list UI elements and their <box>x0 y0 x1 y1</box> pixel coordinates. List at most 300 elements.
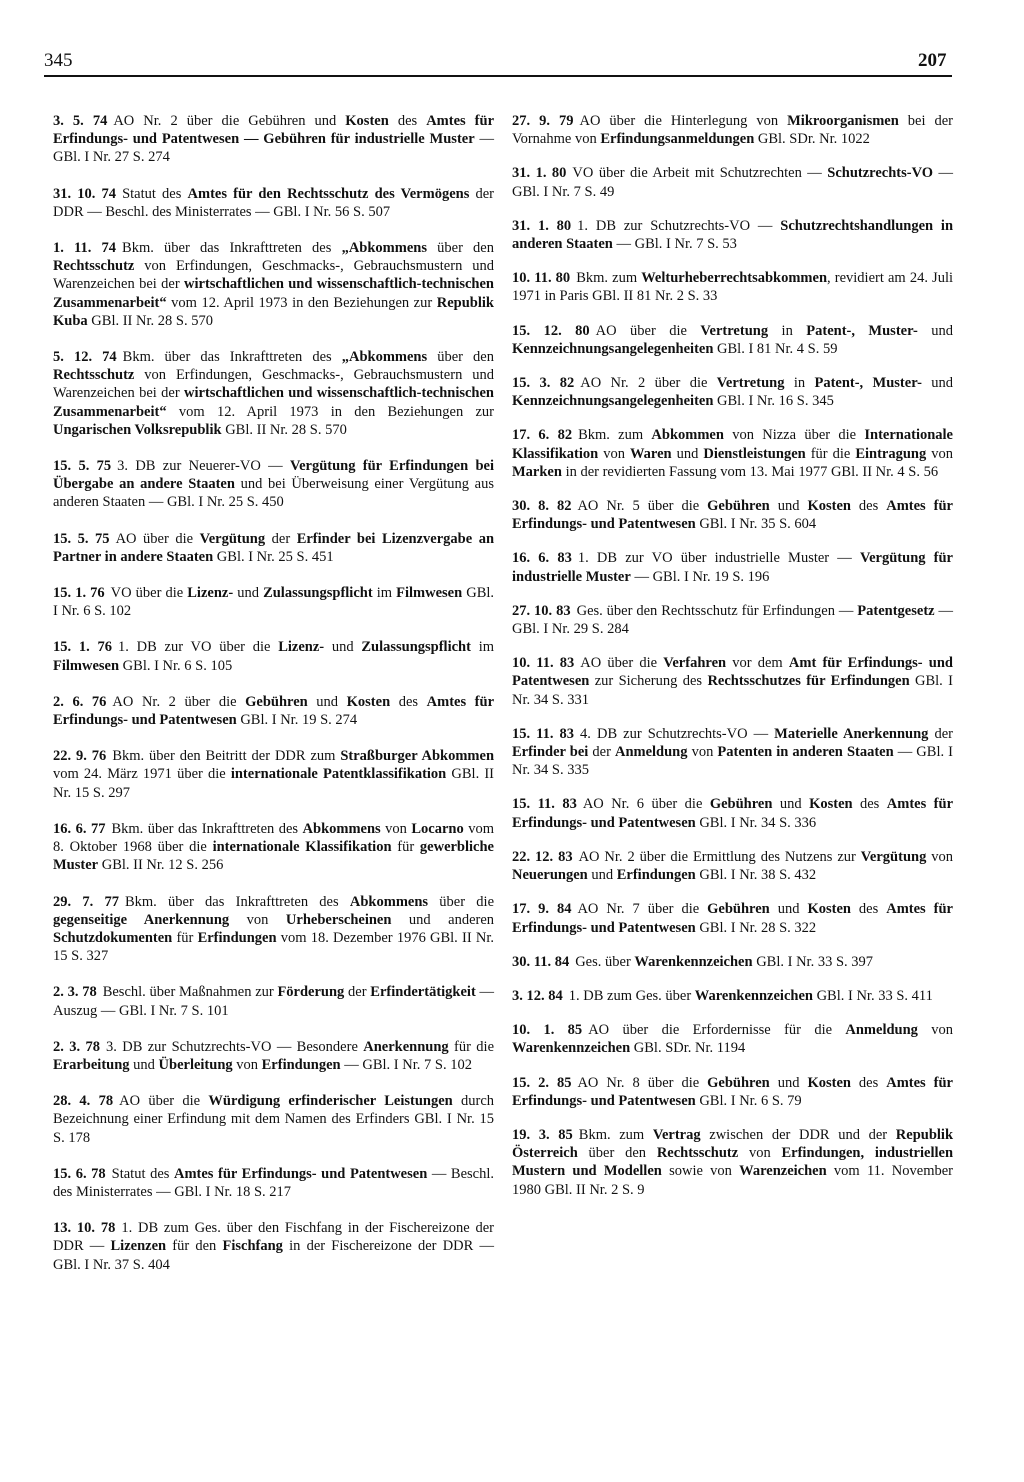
entry-keyword: Kennzeichnungsangelegenheiten <box>512 393 714 410</box>
entry-keyword: Amtes für Erfindungs- und Patentwesen — Gebühren für industrielle Muster <box>53 113 495 148</box>
entry-text: GBl. I Nr. 19 S. 274 <box>236 712 358 729</box>
entry-text: VO über die <box>110 585 188 602</box>
entry-keyword: Amt für Erfindungs- und Patentwesen <box>512 655 953 690</box>
entry-keyword: Kosten <box>345 113 389 129</box>
entry-keyword: Zulassungspflicht <box>361 639 471 656</box>
entry-keyword: Abkommen <box>651 427 724 444</box>
entry-keyword: Fischfang <box>222 1238 283 1255</box>
entry-text: und <box>769 498 808 515</box>
entry-text: — GBl. I Nr. 29 S. 284 <box>512 602 954 638</box>
entry-keyword: Patent-, Muster- <box>806 322 918 339</box>
entry-keyword: Urheberscheinen <box>285 911 392 928</box>
entry-date: 2. 6. 76 <box>53 693 107 710</box>
register-entry <box>512 1021 953 1057</box>
entry-keyword: Kosten <box>807 901 851 918</box>
entry-keyword: Schutzdokumenten <box>53 929 173 946</box>
entry-text: über den <box>577 1145 657 1162</box>
entry-date: 3. 12. 84 <box>512 987 563 1004</box>
entry-keyword: Straßburger Abkommen <box>340 748 495 765</box>
entry-date: 31. 1. 80 <box>512 165 567 182</box>
entry-text: Statut des <box>111 1165 174 1182</box>
entry-keyword: Amtes für Erfindungs- und Patentwesen <box>512 796 954 831</box>
entry-keyword: Mikroorganismen <box>787 113 899 129</box>
entry-keyword: Erfindertätigkeit <box>370 984 476 1001</box>
entry-keyword: Abkommens <box>349 893 429 910</box>
register-entry <box>512 322 953 358</box>
entry-keyword: Schutzrechts-VO <box>827 165 934 182</box>
entry-text: GBl. SDr. Nr. 1194 <box>630 1040 746 1057</box>
left-column <box>53 112 494 1274</box>
entry-date: 17. 9. 84 <box>512 901 572 918</box>
entry-text: für den <box>166 1238 223 1255</box>
entry-keyword: Rechtsschutzes für Erfindungen <box>707 673 910 690</box>
entry-text: AO Nr. 5 über die <box>577 498 708 515</box>
entry-text: für <box>391 839 420 856</box>
entry-text: vom 12. April 1973 in den Beziehungen zur <box>166 294 437 311</box>
entry-text: 1. DB zur Schutzrechts-VO — <box>577 217 781 234</box>
entry-date: 15. 1. 76 <box>53 639 112 656</box>
entry-text: des <box>852 796 887 813</box>
entry-keyword: Anmeldung <box>614 744 688 761</box>
register-entry <box>53 1219 494 1274</box>
entry-text: der <box>928 725 953 742</box>
entry-keyword: Erfinder bei Lizenzvergabe an Partner in andere Staaten <box>53 530 495 565</box>
entry-keyword: Amtes für Erfindungs- und Patentwesen <box>512 498 953 533</box>
entry-date: 30. 8. 82 <box>512 498 572 515</box>
register-entry <box>53 638 494 674</box>
entry-keyword: Vergütung für industrielle Muster <box>512 550 953 585</box>
entry-keyword: Patenten in anderen Staaten <box>717 744 894 761</box>
entry-text: — GBl. I Nr. 34 S. 335 <box>512 744 954 779</box>
entry-date: 15. 12. 80 <box>512 322 590 339</box>
entry-text: GBl. I Nr. 33 S. 411 <box>812 987 933 1004</box>
entry-text: AO über die <box>580 655 664 672</box>
entry-date: 28. 4. 78 <box>53 1093 114 1110</box>
entry-text: von <box>687 744 718 761</box>
entry-text: von <box>926 445 954 462</box>
entry-keyword: Kosten <box>346 693 391 710</box>
entry-keyword: Erfindungsanmeldungen <box>600 131 755 148</box>
entry-date: 19. 3. 85 <box>512 1126 573 1143</box>
entry-text: im <box>470 639 495 656</box>
entry-text: und anderen <box>391 911 495 928</box>
entry-keyword: „Abkommens <box>341 349 428 366</box>
entry-text: über den <box>427 349 494 366</box>
entry-text: sowie von <box>661 1163 740 1180</box>
register-entry <box>512 374 953 410</box>
entry-keyword: wirtschaftlichen und wissenschaftlich-technischen Zusammenarbeit“ <box>53 385 494 420</box>
entry-text: des <box>850 498 887 515</box>
entry-keyword: Überleitung <box>158 1056 233 1073</box>
register-entry <box>512 987 953 1005</box>
entry-keyword: Gebühren <box>707 498 770 515</box>
entry-keyword: Förderung <box>277 984 345 1001</box>
entry-text: vor dem <box>726 655 789 672</box>
right-page-number: 207 <box>918 50 947 71</box>
entry-text: vom 8. Oktober 1968 über die <box>53 820 495 856</box>
entry-keyword: Amtes für Erfindungs- und Patentwesen <box>173 1165 428 1182</box>
entry-text: für die <box>448 1038 495 1055</box>
register-entry <box>53 530 494 566</box>
entry-keyword: Patent-, Muster- <box>814 375 922 392</box>
entry-text: Ges. über <box>575 953 635 970</box>
register-entry <box>53 239 494 330</box>
entry-date: 10. 11. 80 <box>512 270 571 287</box>
entry-text: in <box>784 375 815 392</box>
entry-text: vom 18. Dezember 1976 GBl. II Nr. 15 S. 327 <box>53 929 494 965</box>
entry-text: Bkm. zum <box>578 1126 653 1143</box>
entry-keyword: Verfahren <box>663 655 727 672</box>
entry-text: AO Nr. 2 über die Ermittlung des Nutzens zur <box>578 848 861 865</box>
entry-keyword: Abkommens <box>302 820 381 837</box>
entry-text: Bkm. über den Beitritt der DDR zum <box>112 748 341 765</box>
entry-keyword: Internationale Klassifikation <box>512 427 953 462</box>
entry-text: GBl. II Nr. 12 S. 256 <box>98 857 224 874</box>
entry-date: 2. 3. 78 <box>53 1038 100 1055</box>
register-entry <box>512 654 953 709</box>
entry-text: im <box>372 585 397 602</box>
entry-text: AO über die Hinterlegung von <box>579 113 788 129</box>
entry-text: — GBl. I Nr. 7 S. 53 <box>612 236 737 253</box>
entry-date: 15. 2. 85 <box>512 1074 572 1091</box>
entry-keyword: Vergütung <box>860 848 927 865</box>
entry-text: von <box>380 820 412 837</box>
entry-text: vom 12. April 1973 in den Beziehungen zur <box>166 403 494 420</box>
entry-text: für die <box>805 445 856 462</box>
entry-text: 3. DB zur Schutzrechts-VO — Besondere <box>105 1038 364 1055</box>
entry-text: AO Nr. 7 über die <box>577 901 708 918</box>
register-entry <box>512 795 953 831</box>
entry-date: 5. 12. 74 <box>53 349 117 366</box>
entry-text: GBl. I Nr. 25 S. 451 <box>213 548 334 565</box>
register-entry <box>512 1126 953 1199</box>
entry-text: — GBl. I Nr. 27 S. 274 <box>53 131 494 166</box>
register-entry <box>512 953 953 971</box>
entry-text: vom 11. November 1980 GBl. II Nr. 2 S. 9 <box>512 1163 953 1198</box>
entry-text: Bkm. über das Inkrafttreten des <box>124 893 350 910</box>
entry-text: und <box>233 585 264 602</box>
header-rule <box>44 75 952 77</box>
entry-date: 13. 10. 78 <box>53 1220 116 1237</box>
register-entry <box>53 1092 494 1147</box>
register-entry <box>512 497 953 533</box>
entry-text: von <box>738 1145 782 1162</box>
entry-text: von <box>232 1056 262 1073</box>
entry-keyword: Filmwesen <box>53 657 120 674</box>
entry-keyword: Kosten <box>807 498 851 515</box>
entry-text: von <box>926 848 954 865</box>
entry-text: GBl. I 81 Nr. 4 S. 59 <box>713 340 838 357</box>
register-entry <box>53 348 494 439</box>
entry-text: AO Nr. 2 über die <box>112 693 246 710</box>
entry-keyword: gewerbliche Muster <box>53 839 494 874</box>
entry-keyword: Schutzrechtshandlungen in anderen Staaten <box>512 217 954 253</box>
entry-text: AO Nr. 2 über die Gebühren und <box>113 113 346 129</box>
entry-text: — Beschl. des Ministerrates — GBl. I Nr. 18 S. 217 <box>53 1165 495 1200</box>
entry-text: des <box>850 901 887 918</box>
entry-text: und <box>917 322 954 339</box>
entry-text: GBl. I Nr. 33 S. 397 <box>752 953 874 970</box>
entry-keyword: Anmeldung <box>845 1022 918 1039</box>
entry-text: zur Sicherung des <box>589 673 708 690</box>
entry-keyword: Vergütung <box>199 530 266 547</box>
entry-keyword: Rechtsschutz <box>53 367 135 384</box>
entry-text: der <box>344 984 371 1001</box>
entry-text: vom 24. März 1971 über die <box>53 766 231 783</box>
entry-date: 27. 9. 79 <box>512 113 574 129</box>
entry-text: GBl. I Nr. 16 S. 345 <box>713 393 834 410</box>
entry-text: AO über die <box>595 322 701 339</box>
entry-keyword: Erfinder bei <box>512 744 589 761</box>
register-entry <box>512 725 953 780</box>
entry-keyword: Amtes für den Rechtsschutz des Vermögens <box>187 185 470 202</box>
entry-keyword: Kennzeichnungsangelegenheiten <box>512 340 714 357</box>
entry-text: Statut des <box>122 185 188 202</box>
entry-text: GBl. II Nr. 15 S. 297 <box>53 766 494 801</box>
entry-keyword: „Abkommens <box>341 240 427 257</box>
entry-date: 10. 11. 83 <box>512 655 575 672</box>
entry-text: — GBl. I Nr. 7 S. 102 <box>340 1056 472 1073</box>
entry-text: GBl. I Nr. 6 S. 79 <box>695 1092 802 1109</box>
entry-keyword: gegenseitige Anerkennung <box>53 911 230 928</box>
entry-date: 22. 9. 76 <box>53 748 107 765</box>
entry-date: 15. 11. 83 <box>512 725 575 742</box>
entry-date: 29. 7. 77 <box>53 893 119 910</box>
entry-text: von Erfindungen, Geschmacks-, Gebrauchsmustern und Warenzeichen bei der <box>53 367 494 402</box>
entry-text: und <box>921 375 954 392</box>
entry-date: 15. 3. 82 <box>512 375 575 392</box>
register-entry <box>512 217 953 253</box>
entry-keyword: Welturheberrechtsabkommen <box>641 270 828 287</box>
entry-text: und <box>769 1074 808 1091</box>
entry-text: von <box>917 1022 954 1039</box>
entry-text: — Auszug — GBl. I Nr. 7 S. 101 <box>53 984 495 1019</box>
register-entry <box>512 549 953 585</box>
entry-keyword: Erfindungen <box>197 929 277 946</box>
entry-keyword: Amtes für Erfindungs- und Patentwesen <box>512 901 953 936</box>
entry-keyword: Locarno <box>411 820 464 837</box>
entry-text: 1. DB zum Ges. über den Fischfang in der Fischereizone der DDR — <box>53 1220 494 1255</box>
entry-text: und <box>772 796 810 813</box>
entry-keyword: Zulassungspflicht <box>263 585 373 602</box>
entry-keyword: Kosten <box>807 1074 851 1091</box>
entry-text: von <box>598 445 630 462</box>
entry-text: Bkm. über das Inkrafttreten des <box>122 240 342 257</box>
entry-keyword: Materielle Anerkennung <box>774 725 929 742</box>
entry-date: 30. 11. 84 <box>512 953 570 970</box>
entry-keyword: Republik Kuba <box>53 294 494 329</box>
entry-text: Ges. über den Rechtsschutz für Erfindungen — <box>576 602 858 619</box>
entry-keyword: Filmwesen <box>396 585 463 602</box>
entry-keyword: Ungarischen Volksrepublik <box>53 421 222 438</box>
register-entry <box>53 983 494 1019</box>
entry-text: durch Bezeichnung einer Erfindung mit dem Namen des Erfinders GBl. I Nr. 15 S. 178 <box>53 1093 495 1146</box>
entry-keyword: Lizenz- <box>278 639 325 656</box>
entry-date: 15. 5. 75 <box>53 530 110 547</box>
entry-text: des <box>388 113 427 129</box>
register-entry <box>512 426 953 481</box>
entry-keyword: Rechtsschutz <box>656 1145 739 1162</box>
entry-keyword: Würdigung erfinderischer Leistungen <box>208 1093 453 1110</box>
register-entry <box>53 893 494 966</box>
entry-text: der <box>265 530 297 547</box>
entry-date: 1. 11. 74 <box>53 240 117 257</box>
entry-keyword: Waren <box>629 445 672 462</box>
register-entry <box>512 164 953 200</box>
entry-text: Beschl. über Maßnahmen zur <box>102 984 278 1001</box>
entry-keyword: Erfindungen <box>261 1056 341 1073</box>
entry-text: GBl. II Nr. 28 S. 570 <box>221 421 347 438</box>
entry-text: des <box>850 1074 887 1091</box>
entry-text: GBl. I Nr. 6 S. 105 <box>119 657 233 674</box>
register-entry <box>512 848 953 884</box>
entry-text: 3. DB zur Neuerer-VO — <box>117 458 290 475</box>
entry-text: GBl. I Nr. 38 S. 432 <box>695 867 817 884</box>
entry-text: AO Nr. 8 über die <box>577 1074 708 1091</box>
entry-text: über die <box>428 893 495 910</box>
entry-keyword: Warenkennzeichen <box>634 953 753 970</box>
entry-date: 15. 5. 75 <box>53 458 112 475</box>
entry-keyword: Rechtsschutz <box>53 258 135 275</box>
entry-keyword: Patentgesetz <box>857 602 935 619</box>
entry-keyword: Dienstleistungen <box>703 445 806 462</box>
entry-text: und <box>307 693 347 710</box>
entry-date: 3. 5. 74 <box>53 113 108 129</box>
entry-text: GBl. I Nr. 6 S. 102 <box>53 585 495 620</box>
register-entry <box>512 900 953 936</box>
entry-text: GBl. SDr. Nr. 1022 <box>754 131 870 148</box>
register-entry <box>53 185 494 221</box>
right-column <box>512 112 953 1199</box>
entry-date: 16. 6. 83 <box>512 550 572 567</box>
entry-text: AO über die <box>115 530 200 547</box>
entry-text: 4. DB zur Schutzrechts-VO — <box>580 725 775 742</box>
entry-date: 15. 1. 76 <box>53 585 105 602</box>
entry-keyword: Gebühren <box>245 693 308 710</box>
entry-keyword: Warenzeichen <box>739 1163 827 1180</box>
entry-keyword: Vertrag <box>652 1126 701 1143</box>
register-entry <box>53 112 494 167</box>
entry-keyword: Erfindungen <box>616 867 696 884</box>
entry-keyword: Amtes für Erfindungs- und Patentwesen <box>53 693 495 729</box>
entry-text: der <box>588 744 615 761</box>
entry-keyword: Amtes für Erfindungs- und Patentwesen <box>512 1074 953 1109</box>
entry-date: 31. 10. 74 <box>53 185 117 202</box>
entry-keyword: Kosten <box>809 796 853 813</box>
entry-text: Bkm. zum <box>576 270 642 287</box>
entry-text: — GBl. I Nr. 19 S. 196 <box>630 568 770 585</box>
entry-date: 22. 12. 83 <box>512 848 573 865</box>
entry-date: 31. 1. 80 <box>512 217 572 234</box>
entry-keyword: Vergütung für Erfindungen bei Übergabe an andere Staaten <box>53 458 494 493</box>
entry-text: — GBl. I Nr. 7 S. 49 <box>512 165 954 200</box>
entry-text: zwischen der DDR und der <box>700 1126 896 1143</box>
entry-date: 16. 6. 77 <box>53 820 106 837</box>
entry-keyword: wirtschaftlichen und wissenschaftlich-technischen Zusammenarbeit“ <box>53 276 494 311</box>
entry-keyword: Erfindungen, industriellen Mustern und Modellen <box>512 1145 954 1180</box>
entry-keyword: Eintragung <box>855 445 927 462</box>
entry-text: in <box>768 322 807 339</box>
register-entry <box>53 584 494 620</box>
entry-text: in der Fischereizone der DDR — GBl. I Nr. 37 S. 404 <box>53 1238 494 1273</box>
entry-keyword: Warenkennzeichen <box>512 1040 631 1057</box>
register-entry <box>53 820 494 875</box>
left-page-number: 345 <box>44 50 73 71</box>
entry-date: 10. 1. 85 <box>512 1022 583 1039</box>
entry-text: AO über die <box>119 1093 209 1110</box>
entry-text: AO Nr. 6 über die <box>582 796 710 813</box>
entry-text: und <box>671 445 704 462</box>
entry-text: GBl. I Nr. 35 S. 604 <box>695 516 817 533</box>
register-entry <box>512 269 953 305</box>
entry-text: von Erfindungen, Geschmacks-, Gebrauchsmustern und Warenzeichen bei der <box>53 258 494 293</box>
entry-text: des <box>390 693 427 710</box>
entry-keyword: Neuerungen <box>512 867 588 884</box>
entry-date: 15. 11. 83 <box>512 796 577 813</box>
entry-date: 27. 10. 83 <box>512 602 571 619</box>
entry-text: , revidiert am 24. Juli 1971 in Paris GBl. II 81 Nr. 2 S. 33 <box>512 270 954 305</box>
entry-text: bei der Vornahme von <box>512 113 954 148</box>
entry-text: über den <box>426 240 494 257</box>
register-entry <box>512 1074 953 1110</box>
entry-keyword: Erarbeitung <box>53 1056 130 1073</box>
entry-text: und <box>324 639 362 656</box>
entry-text: und <box>129 1056 159 1073</box>
register-entry <box>53 693 494 729</box>
entry-text: für <box>172 929 198 946</box>
entry-keyword: Gebühren <box>707 1074 770 1091</box>
register-entry <box>53 1165 494 1201</box>
entry-text: von Nizza über die <box>723 427 865 444</box>
entry-text: GBl. I Nr. 34 S. 336 <box>695 814 817 831</box>
entry-text: Bkm. zum <box>578 427 652 444</box>
entry-keyword: Lizenz- <box>187 585 234 602</box>
entry-text: GBl. I Nr. 34 S. 331 <box>512 673 953 708</box>
entry-text: und <box>587 867 617 884</box>
entry-keyword: Lizenzen <box>110 1238 167 1255</box>
entry-text: GBl. I Nr. 28 S. 322 <box>695 919 817 936</box>
entry-text: von <box>229 911 286 928</box>
entry-text: 1. DB zum Ges. über <box>568 987 695 1004</box>
entry-keyword: Marken <box>512 463 562 480</box>
entry-keyword: internationale Klassifikation <box>212 839 392 856</box>
entry-keyword: Vertretung <box>716 375 785 392</box>
entry-text: AO über die Erfordernisse für die <box>588 1022 846 1039</box>
register-entry <box>53 457 494 512</box>
entry-keyword: Warenkennzeichen <box>694 987 813 1004</box>
entry-date: 2. 3. 78 <box>53 984 97 1001</box>
register-entry <box>512 112 953 148</box>
entry-text: AO Nr. 2 über die <box>580 375 717 392</box>
entry-text: GBl. II Nr. 28 S. 570 <box>87 312 213 329</box>
entry-keyword: internationale Patentklassifikation <box>230 766 447 783</box>
register-entry <box>512 602 953 638</box>
entry-text: Bkm. über das Inkrafttreten des <box>111 820 303 837</box>
register-entry <box>53 747 494 802</box>
entry-date: 15. 6. 78 <box>53 1165 106 1182</box>
entry-keyword: Anerkennung <box>363 1038 449 1055</box>
entry-keyword: Gebühren <box>707 901 770 918</box>
entry-keyword: Republik Österreich <box>512 1126 954 1162</box>
entry-text: 1. DB zur VO über die <box>118 639 279 656</box>
entry-text: und bei Überweisung einer Vergütung aus anderen Staaten — GBl. I Nr. 25 S. 450 <box>53 476 494 511</box>
entry-keyword: Gebühren <box>709 796 773 813</box>
register-entry <box>53 1038 494 1074</box>
entry-text: und <box>769 901 808 918</box>
entry-text: in der revidierten Fassung vom 13. Mai 1977 GBl. II Nr. 4 S. 56 <box>561 463 939 480</box>
entry-text: VO über die Arbeit mit Schutzrechten — <box>572 165 828 182</box>
entry-text: Bkm. über das Inkrafttreten des <box>122 349 342 366</box>
